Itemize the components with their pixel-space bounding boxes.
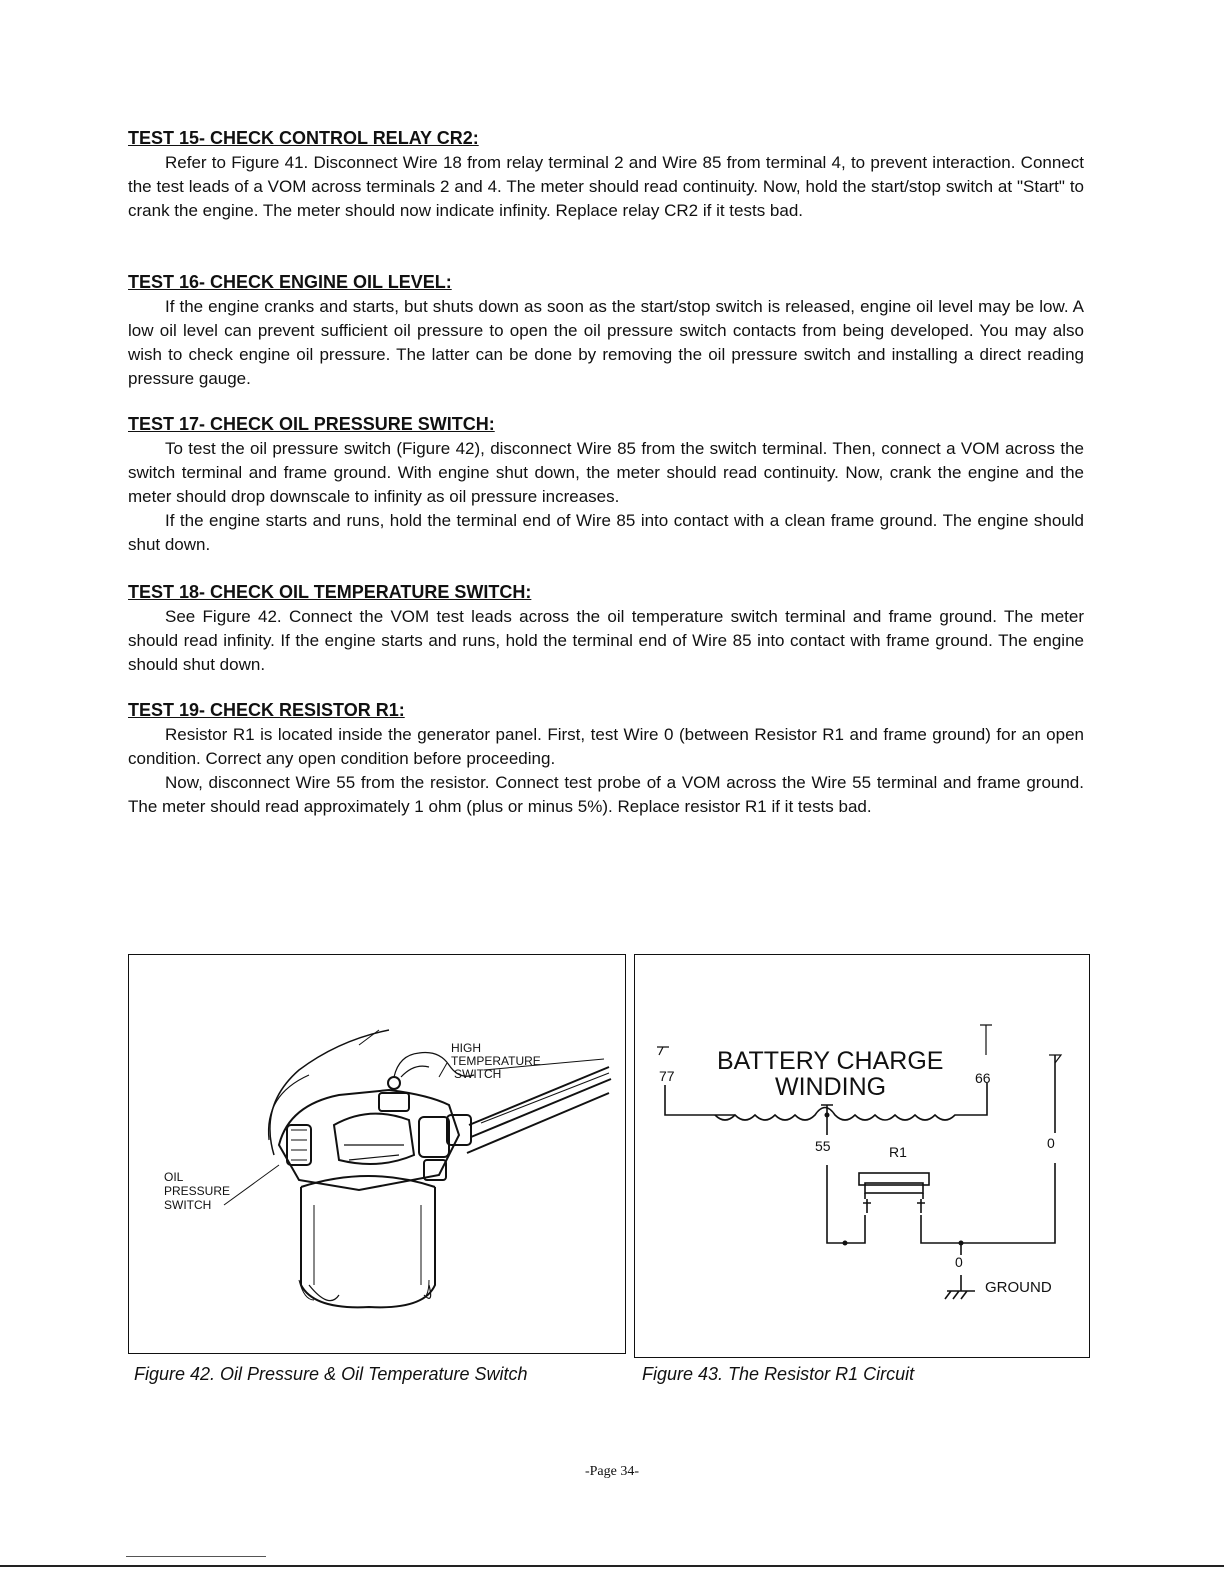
oil-switch-illustration	[129, 955, 625, 1353]
test-19-section	[128, 698, 1084, 819]
fig43-title-line-2: WINDING	[775, 1073, 887, 1101]
test-16-section	[128, 270, 1084, 391]
fig43-wire-66-label: 66	[975, 1070, 991, 1086]
test-19-paragraph-1: Resistor R1 is located inside the generator panel. First, test Wire 0 (between Resistor R1 and frame ground) for an open condition. Correct any open condition before proceeding.	[128, 725, 1084, 768]
test-18-paragraph-1: See Figure 42. Connect the VOM test leads across the oil temperature switch terminal and frame ground. The meter should read infinity. If the engine starts and runs, hold the terminal end of Wire 85 into contact with frame ground. The engine should shut down.	[128, 607, 1084, 674]
fig43-ground-label: GROUND	[985, 1279, 1052, 1296]
bottom-rule	[0, 1565, 1224, 1567]
fig42-label-switch2: SWITCH	[164, 1198, 212, 1212]
test-17-paragraph-2: If the engine starts and runs, hold the terminal end of Wire 85 into contact with a clean frame ground. The engine should shut down.	[128, 511, 1084, 554]
fig43-title-line-1: BATTERY CHARGE	[717, 1047, 944, 1075]
figure-42-box	[128, 954, 626, 1354]
page-number: -Page 34-	[584, 1464, 640, 1479]
test-16-paragraph-1: If the engine cranks and starts, but shuts down as soon as the start/stop switch is released, engine oil level may be low. A low oil level can prevent sufficient oil pressure to open the oil pressure switch contacts from being developed. You may also wish to check engine oil pressure. The latter can be done by removing the oil pressure switch and installing a direct reading pressure gauge.	[128, 297, 1084, 388]
test-18-section	[128, 580, 1084, 677]
fig43-wire-55-label: 55	[815, 1138, 831, 1154]
test-19-paragraph-2: Now, disconnect Wire 55 from the resistor. Connect test probe of a VOM across the Wire 55 terminal and frame ground. The meter should read approximately 1 ohm (plus or minus 5%). Replace resistor R1 if it tests bad.	[128, 773, 1084, 816]
fig43-wire-0-right-label: 0	[1047, 1135, 1055, 1151]
test-18-heading: TEST 18- CHECK OIL TEMPERATURE SWITCH:	[128, 582, 532, 602]
test-15-heading: TEST 15- CHECK CONTROL RELAY CR2:	[128, 128, 479, 148]
test-17-paragraph-1: To test the oil pressure switch (Figure 42), disconnect Wire 85 from the switch terminal. Then, connect a VOM across the switch terminal and frame ground. With engine shut down, the meter should read continuity. Now, crank the engine and the meter should drop downscale to infinity as oil pressure increases.	[128, 439, 1084, 506]
test-16-heading: TEST 16- CHECK ENGINE OIL LEVEL:	[128, 272, 452, 292]
test-17-heading: TEST 17- CHECK OIL PRESSURE SWITCH:	[128, 414, 495, 434]
fig42-label-high: HIGH	[451, 1041, 481, 1055]
fig42-label-oil: OIL	[164, 1170, 184, 1184]
fig43-resistor-label: R1	[889, 1144, 907, 1160]
test-17-section	[128, 412, 1084, 557]
figure-42-caption: Figure 42. Oil Pressure & Oil Temperature Switch	[134, 1364, 528, 1384]
bottom-short-rule	[126, 1556, 266, 1557]
resistor-circuit-diagram	[635, 955, 1089, 1357]
fig43-wire-77-label: 77	[659, 1068, 675, 1084]
test-15-paragraph-1: Refer to Figure 41. Disconnect Wire 18 from relay terminal 2 and Wire 85 from terminal 4, to prevent interaction. Connect the test leads of a VOM across terminals 2 and 4. The meter should read continuity. Now, hold the start/stop switch at "Start" to crank the engine. The meter should now indicate infinity. Replace relay CR2 if it tests bad.	[128, 153, 1084, 220]
fig42-label-pressure: PRESSURE	[164, 1184, 231, 1198]
figure-43-box	[634, 954, 1090, 1358]
test-19-heading: TEST 19- CHECK RESISTOR R1:	[128, 700, 405, 720]
figure-43-caption: Figure 43. The Resistor R1 Circuit	[642, 1364, 915, 1384]
fig42-label-switch: SWITCH	[454, 1067, 502, 1081]
fig43-wire-0-bottom-label: 0	[955, 1254, 963, 1270]
test-15-section	[128, 126, 1084, 223]
fig42-label-temperature: TEMPERATURE	[451, 1054, 541, 1068]
